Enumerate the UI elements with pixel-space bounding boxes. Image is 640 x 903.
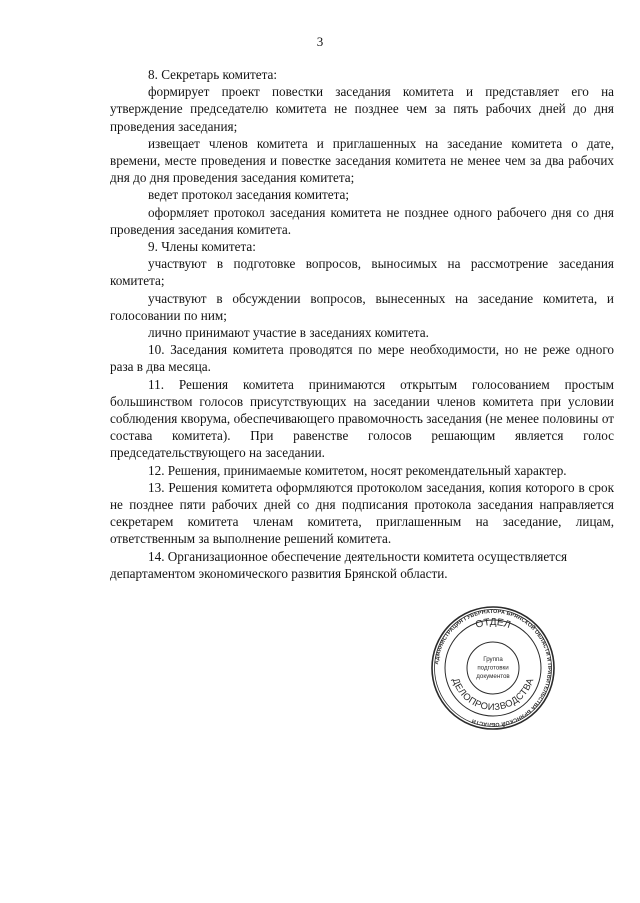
paragraph: 11. Решения комитета принимаются открытым голосованием простым большинством голосов присутствующих на заседании членов комитета при условии соблюдения кворума, обеспечивающего правомочность заседания (не менее половины от состава комитета). При равенстве голосов решающим является голос председательствующего на заседании. [110,376,614,461]
page-number: 3 [316,34,324,49]
paragraph: формирует проект повестки заседания комитета и представляет его на утверждение председателю комитета не позднее чем за пять рабочих дней до дня проведения заседания; [110,84,614,134]
document-body [110,66,614,582]
paragraph: ведет протокол заседания комитета; [148,187,350,203]
stamp-dept-bottom: ДЕЛОПРОИЗВОДСТВА [450,676,536,713]
paragraph: участвуют в обсуждении вопросов, вынесенных на заседание комитета, и голосовании по ним; [110,290,614,323]
paragraph: 13. Решения комитета оформляются протоколом заседания, копия которого в срок не позднее пяти рабочих дней со дня подписания протокола заседания направляется секретарем комитета членам комитета, приглашенным на заседание, лицам, ответственным за выполнение решений комитета. [110,479,614,547]
paragraph: 9. Члены комитета: [148,239,256,255]
svg-text:ОТДЕЛ [474,617,512,631]
stamp-dept-top: ОТДЕЛ [474,616,512,631]
department-stamp [430,605,556,731]
stamp-center-line: документов [476,673,510,680]
stamp-center-line: Группа [483,656,503,663]
paragraph: 12. Решения, принимаемые комитетом, носят рекомендательный характер. [148,462,567,478]
paragraph: участвуют в подготовке вопросов, выносимых на рассмотрение заседания комитета; [110,256,614,289]
paragraph: 14. Организационное обеспечение деятельности комитета осуществляется департаментом экономического развития Брянской области. [110,548,568,581]
paragraph: 10. Заседания комитета проводятся по мере необходимости, но не реже одного раза в два месяца. [110,342,614,375]
stamp-center-line: подготовки [477,664,509,672]
paragraph: оформляет протокол заседания комитета не позднее одного рабочего дня со дня проведения заседания комитета. [110,204,614,237]
paragraph: 8. Секретарь комитета: [148,67,278,82]
paragraph: извещает членов комитета и приглашенных на заседание комитета о дате, времени, месте проведения и повестке заседания комитета не менее чем за два рабочих дня до дня проведения заседания комитета; [110,135,614,186]
stamp-outer-text: АДМИНИСТРАЦИЯ ГУБЕРНАТОРА БРЯНСКОЙ ОБЛАСТИ И ПРАВИТЕЛЬСТВА БРЯНСКОЙ ОБЛАСТИ [434,608,553,728]
paragraph: лично принимают участие в заседаниях комитета. [148,325,429,341]
